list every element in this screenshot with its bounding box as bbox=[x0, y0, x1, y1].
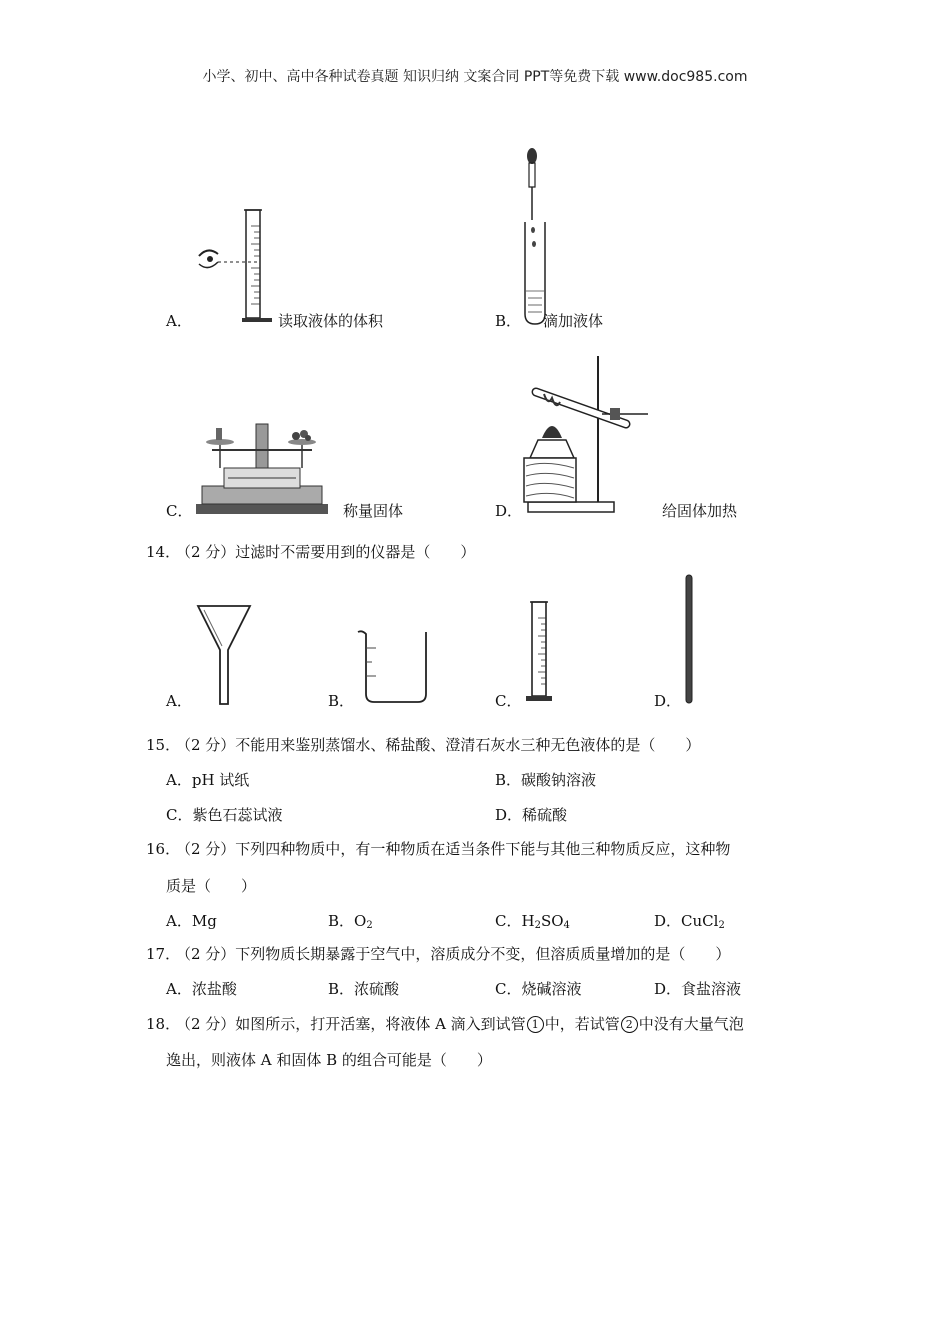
q15-option-c bbox=[166, 804, 283, 825]
q18-stem-line-1 bbox=[176, 1013, 744, 1034]
q14-option-a-letter: A． bbox=[166, 692, 192, 710]
option-letter: D． bbox=[495, 806, 523, 824]
subscript: 2 bbox=[534, 920, 541, 931]
option-letter: C． bbox=[495, 980, 522, 998]
option-text: 烧碱溶液 bbox=[521, 980, 582, 998]
q14-number: 14． bbox=[146, 543, 181, 561]
option-letter: D． bbox=[654, 980, 682, 998]
q15-option-b bbox=[495, 769, 596, 790]
option-text: 浓盐酸 bbox=[191, 980, 237, 998]
option-text: 浓硫酸 bbox=[354, 980, 400, 998]
graduated-cylinder-reading-icon bbox=[196, 206, 276, 326]
option-text: Mg bbox=[191, 912, 217, 930]
option-text: O bbox=[354, 912, 367, 930]
q13-option-b-caption: 滴加液体 bbox=[543, 312, 604, 330]
q16-option-a bbox=[166, 910, 217, 931]
circled-number-1: 1 bbox=[527, 1016, 544, 1033]
circled-number-2: 2 bbox=[621, 1016, 638, 1033]
q17-option-c bbox=[495, 978, 582, 999]
q13-option-c-letter: C． bbox=[166, 502, 193, 520]
q14-stem: （2 分）过滤时不需要用到的仪器是（ ） bbox=[176, 543, 476, 561]
graduated-cylinder-icon bbox=[524, 598, 554, 704]
q17-option-a bbox=[166, 978, 237, 999]
q13-option-a-caption: 读取液体的体积 bbox=[278, 312, 384, 330]
q16-stem-line-1: （2 分）下列四种物质中，有一种物质在适当条件下能与其他三种物质反应，这种物 bbox=[176, 840, 731, 858]
q15-stem: （2 分）不能用来鉴别蒸馏水、稀盐酸、澄清石灰水三种无色液体的是（ ） bbox=[176, 736, 701, 754]
option-text: pH 试纸 bbox=[191, 771, 250, 789]
q16-option-d bbox=[654, 910, 725, 931]
stem-text: 中没有大量气泡 bbox=[638, 1015, 744, 1033]
q14-option-c-letter: C． bbox=[495, 692, 522, 710]
option-letter: B． bbox=[328, 980, 355, 998]
q16-option-c bbox=[495, 910, 570, 931]
heating-test-tube-icon bbox=[516, 354, 656, 518]
q17-option-d bbox=[654, 978, 741, 999]
q17-stem: （2 分）下列物质长期暴露于空气中，溶质成分不变，但溶质质量增加的是（ ） bbox=[176, 945, 731, 963]
q13-option-b-letter: B． bbox=[495, 312, 522, 330]
q16-option-b bbox=[328, 910, 373, 931]
dropper-test-tube-icon bbox=[520, 146, 550, 328]
option-text: 食盐溶液 bbox=[681, 980, 742, 998]
option-letter: D． bbox=[654, 912, 682, 930]
q15-option-a bbox=[166, 769, 249, 790]
option-text: 碳酸钠溶液 bbox=[521, 771, 597, 789]
q17-number: 17． bbox=[146, 945, 181, 963]
q13-option-d-caption: 给固体加热 bbox=[662, 502, 738, 520]
q18-stem-line-2: 逸出，则液体 A 和固体 B 的组合可能是（ ） bbox=[166, 1051, 492, 1069]
option-text: 稀硫酸 bbox=[522, 806, 568, 824]
option-letter: A． bbox=[166, 912, 192, 930]
q14-option-d-letter: D． bbox=[654, 692, 682, 710]
option-letter: A． bbox=[166, 771, 192, 789]
balance-scale-icon bbox=[194, 420, 330, 516]
glass-rod-icon bbox=[684, 574, 694, 706]
option-letter: C． bbox=[166, 806, 193, 824]
option-letter: B． bbox=[328, 912, 355, 930]
q13-option-c-caption: 称量固体 bbox=[343, 502, 404, 520]
q13-option-d-letter: D． bbox=[495, 502, 523, 520]
q13-option-a-letter: A． bbox=[166, 312, 192, 330]
q16-number: 16． bbox=[146, 840, 181, 858]
subscript: 4 bbox=[563, 920, 570, 931]
q16-stem-line-2: 质是（ ） bbox=[166, 877, 257, 895]
option-letter: A． bbox=[166, 980, 192, 998]
option-text: SO bbox=[540, 912, 564, 930]
q17-option-b bbox=[328, 978, 399, 999]
funnel-icon bbox=[196, 604, 252, 706]
subscript: 2 bbox=[366, 920, 373, 931]
q15-option-d bbox=[495, 804, 567, 825]
stem-text: （2 分）如图所示，打开活塞，将液体 A 滴入到试管 bbox=[176, 1015, 526, 1033]
stem-text: 中，若试管 bbox=[544, 1015, 620, 1033]
option-text: H bbox=[521, 912, 535, 930]
q15-number: 15． bbox=[146, 736, 181, 754]
option-letter: C． bbox=[495, 912, 522, 930]
option-letter: B． bbox=[495, 771, 522, 789]
beaker-icon bbox=[356, 628, 434, 704]
page-header-banner: 小学、初中、高中各种试卷真题 知识归纳 文案合同 PPT等免费下载 www.doc985.com bbox=[202, 69, 748, 85]
option-text: CuCl bbox=[681, 912, 719, 930]
subscript: 2 bbox=[718, 920, 725, 931]
option-text: 紫色石蕊试液 bbox=[192, 806, 283, 824]
q14-option-b-letter: B． bbox=[328, 692, 355, 710]
q18-number: 18． bbox=[146, 1015, 181, 1033]
